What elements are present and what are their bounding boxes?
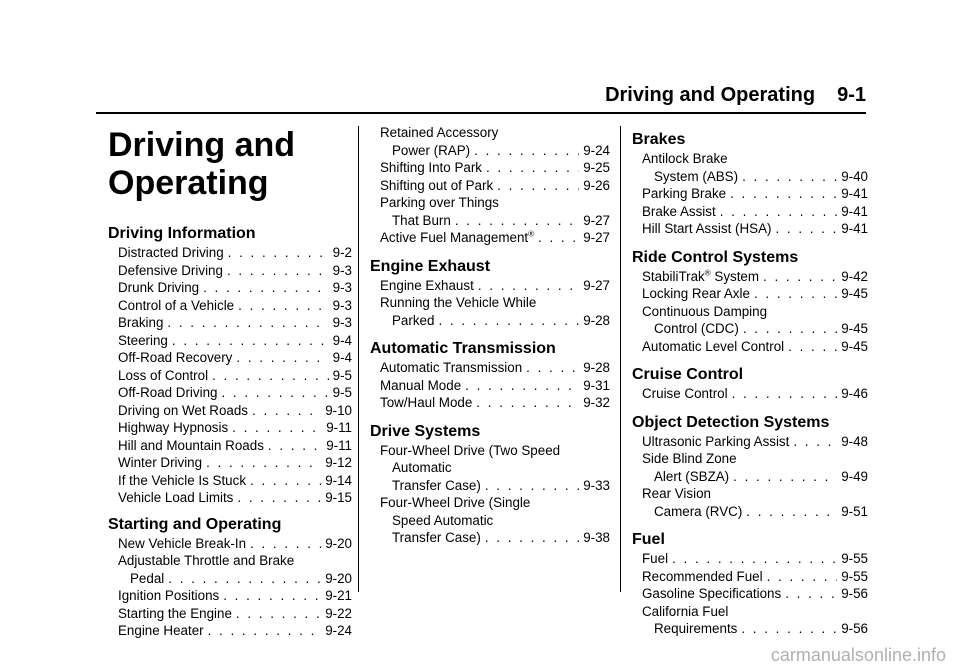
section-cruise-control: Cruise Control <box>632 366 744 383</box>
toc-entry[interactable]: Winter Driving . . . 9-12 <box>108 454 352 472</box>
toc-entry[interactable]: Gasoline Specifications . . . 9-56 <box>632 585 868 603</box>
chapter-title: Driving and Operating <box>108 126 296 202</box>
toc-entry[interactable]: Power (RAP) . . . 9-24 <box>370 142 610 160</box>
toc-entry[interactable]: Recommended Fuel . . . 9-55 <box>632 568 868 586</box>
toc-entry[interactable]: Steering . . . 9-4 <box>108 332 352 350</box>
watermark: carmanualsonline.info <box>770 645 946 665</box>
toc-entry-line[interactable]: Running the Vehicle While <box>380 295 537 310</box>
toc-entry-line[interactable]: Antilock Brake <box>642 151 728 166</box>
section-ride-control-systems: Ride Control Systems <box>632 248 799 266</box>
toc-entry[interactable]: Transfer Case) . . . 9-38 <box>370 529 610 547</box>
toc-entry[interactable]: Engine Heater . . . 9-24 <box>108 622 352 640</box>
toc-entry[interactable]: Ultrasonic Parking Assist . . . 9-48 <box>632 433 868 451</box>
toc-entry[interactable]: Shifting out of Park . . . 9-26 <box>370 177 610 195</box>
toc-entry[interactable]: Locking Rear Axle . . . 9-45 <box>632 285 868 303</box>
toc-entry[interactable]: Automatic Transmission . . . 9-28 <box>370 359 610 377</box>
toc-entry[interactable]: Alert (SBZA) . . . 9-49 <box>632 468 868 486</box>
toc-entry[interactable]: Hill and Mountain Roads . . . 9-11 <box>108 437 352 455</box>
toc-entry[interactable]: Control (CDC) . . . 9-45 <box>632 320 868 338</box>
toc-entry[interactable]: Camera (RVC) . . . 9-51 <box>632 503 868 521</box>
toc-entry[interactable]: Distracted Driving . . . 9-2 <box>108 244 352 262</box>
toc-entry-line[interactable]: Four-Wheel Drive (Two Speed <box>380 442 561 458</box>
toc-entry[interactable]: Loss of Control . . . 9-5 <box>108 367 352 385</box>
toc-entry[interactable]: Defensive Driving . . . 9-3 <box>108 262 352 280</box>
section-automatic-transmission: Automatic Transmission <box>370 340 556 357</box>
toc-entry-line[interactable]: Side Blind Zone <box>642 451 737 466</box>
registered-mark: ® <box>704 268 711 278</box>
toc-entry[interactable]: Manual Mode . . . 9-31 <box>370 377 610 395</box>
toc-entry[interactable]: Fuel . . . 9-55 <box>632 550 868 568</box>
toc-column-3 <box>632 124 868 638</box>
toc-entry[interactable]: If the Vehicle Is Stuck . . . 9-14 <box>108 472 352 490</box>
section-driving-information: Driving Information <box>108 225 256 242</box>
toc-entry[interactable]: Tow/Haul Mode . . . 9-32 <box>370 394 610 412</box>
toc-entry[interactable]: Active Fuel Management® . . . 9-27 <box>370 229 610 247</box>
toc-column-1 <box>108 124 352 640</box>
toc-entry[interactable]: Engine Exhaust . . . 9-27 <box>370 277 610 295</box>
toc-entry[interactable]: New Vehicle Break-In . . . 9-20 <box>108 535 352 553</box>
section-object-detection-systems: Object Detection Systems <box>632 413 830 431</box>
toc-entry-line[interactable]: Continuous Damping <box>642 303 768 319</box>
toc-entry[interactable]: Ignition Positions . . . 9-21 <box>108 587 352 605</box>
section-brakes: Brakes <box>632 131 686 148</box>
toc-entry[interactable]: Pedal . . . 9-20 <box>108 570 352 588</box>
toc-entry-line[interactable]: Four-Wheel Drive (Single <box>380 495 531 510</box>
toc-entry[interactable]: Braking . . . 9-3 <box>108 314 352 332</box>
toc-entry[interactable]: Shifting Into Park . . . 9-25 <box>370 159 610 177</box>
section-drive-systems: Drive Systems <box>370 422 481 440</box>
toc-entry[interactable]: Off-Road Recovery . . . 9-4 <box>108 349 352 367</box>
toc-entry[interactable]: Off-Road Driving . . . 9-5 <box>108 384 352 402</box>
toc-entry[interactable]: Automatic Level Control . . . 9-45 <box>632 338 868 356</box>
toc-entry-line[interactable]: Rear Vision <box>642 486 711 501</box>
toc-entry[interactable]: Transfer Case) . . . 9-33 <box>370 477 610 495</box>
toc-entry[interactable]: Requirements . . . 9-56 <box>632 620 868 638</box>
toc-entry[interactable]: Hill Start Assist (HSA) . . . 9-41 <box>632 220 868 238</box>
toc-entry-line[interactable]: Adjustable Throttle and Brake <box>118 553 295 568</box>
toc-entry-line[interactable]: Speed Automatic <box>392 512 494 528</box>
section-engine-exhaust: Engine Exhaust <box>370 257 491 275</box>
header-rule <box>96 112 866 114</box>
toc-entry[interactable]: That Burn . . . 9-27 <box>370 212 610 230</box>
toc-entry[interactable]: Vehicle Load Limits . . . 9-15 <box>108 489 352 507</box>
section-starting-and-operating: Starting and Operating <box>108 515 282 533</box>
toc-column-2 <box>370 124 610 547</box>
section-fuel: Fuel <box>632 531 665 548</box>
toc-entry[interactable]: StabiliTrak® System . . . 9-42 <box>632 268 868 286</box>
column-divider-1 <box>358 126 359 592</box>
toc-entry[interactable]: Cruise Control . . . 9-46 <box>632 385 868 403</box>
toc-entry[interactable]: Starting the Engine . . . 9-22 <box>108 605 352 623</box>
toc-entry[interactable]: Brake Assist . . . 9-41 <box>632 203 868 221</box>
toc-entry[interactable]: Control of a Vehicle . . . 9-3 <box>108 297 352 315</box>
page-header <box>605 84 866 107</box>
toc-entry[interactable]: Parking Brake . . . 9-41 <box>632 185 868 203</box>
toc-entry[interactable]: Highway Hypnosis . . . 9-11 <box>108 419 352 437</box>
registered-mark: ® <box>528 229 535 239</box>
column-divider-2 <box>620 126 621 592</box>
toc-entry-line[interactable]: Automatic <box>392 460 452 475</box>
toc-entry-line[interactable]: Parking over Things <box>380 195 499 210</box>
toc-entry[interactable]: System (ABS) . . . 9-40 <box>632 168 868 186</box>
toc-entry[interactable]: Parked . . . 9-28 <box>370 312 610 330</box>
header-page-number: 9-1 <box>837 84 866 106</box>
toc-entry[interactable]: Drunk Driving . . . 9-3 <box>108 279 352 297</box>
toc-entry[interactable]: Driving on Wet Roads . . . 9-10 <box>108 402 352 420</box>
header-title: Driving and Operating <box>605 84 816 106</box>
toc-entry-line[interactable]: Retained Accessory <box>380 125 499 140</box>
toc-entry-line[interactable]: California Fuel <box>642 603 729 619</box>
